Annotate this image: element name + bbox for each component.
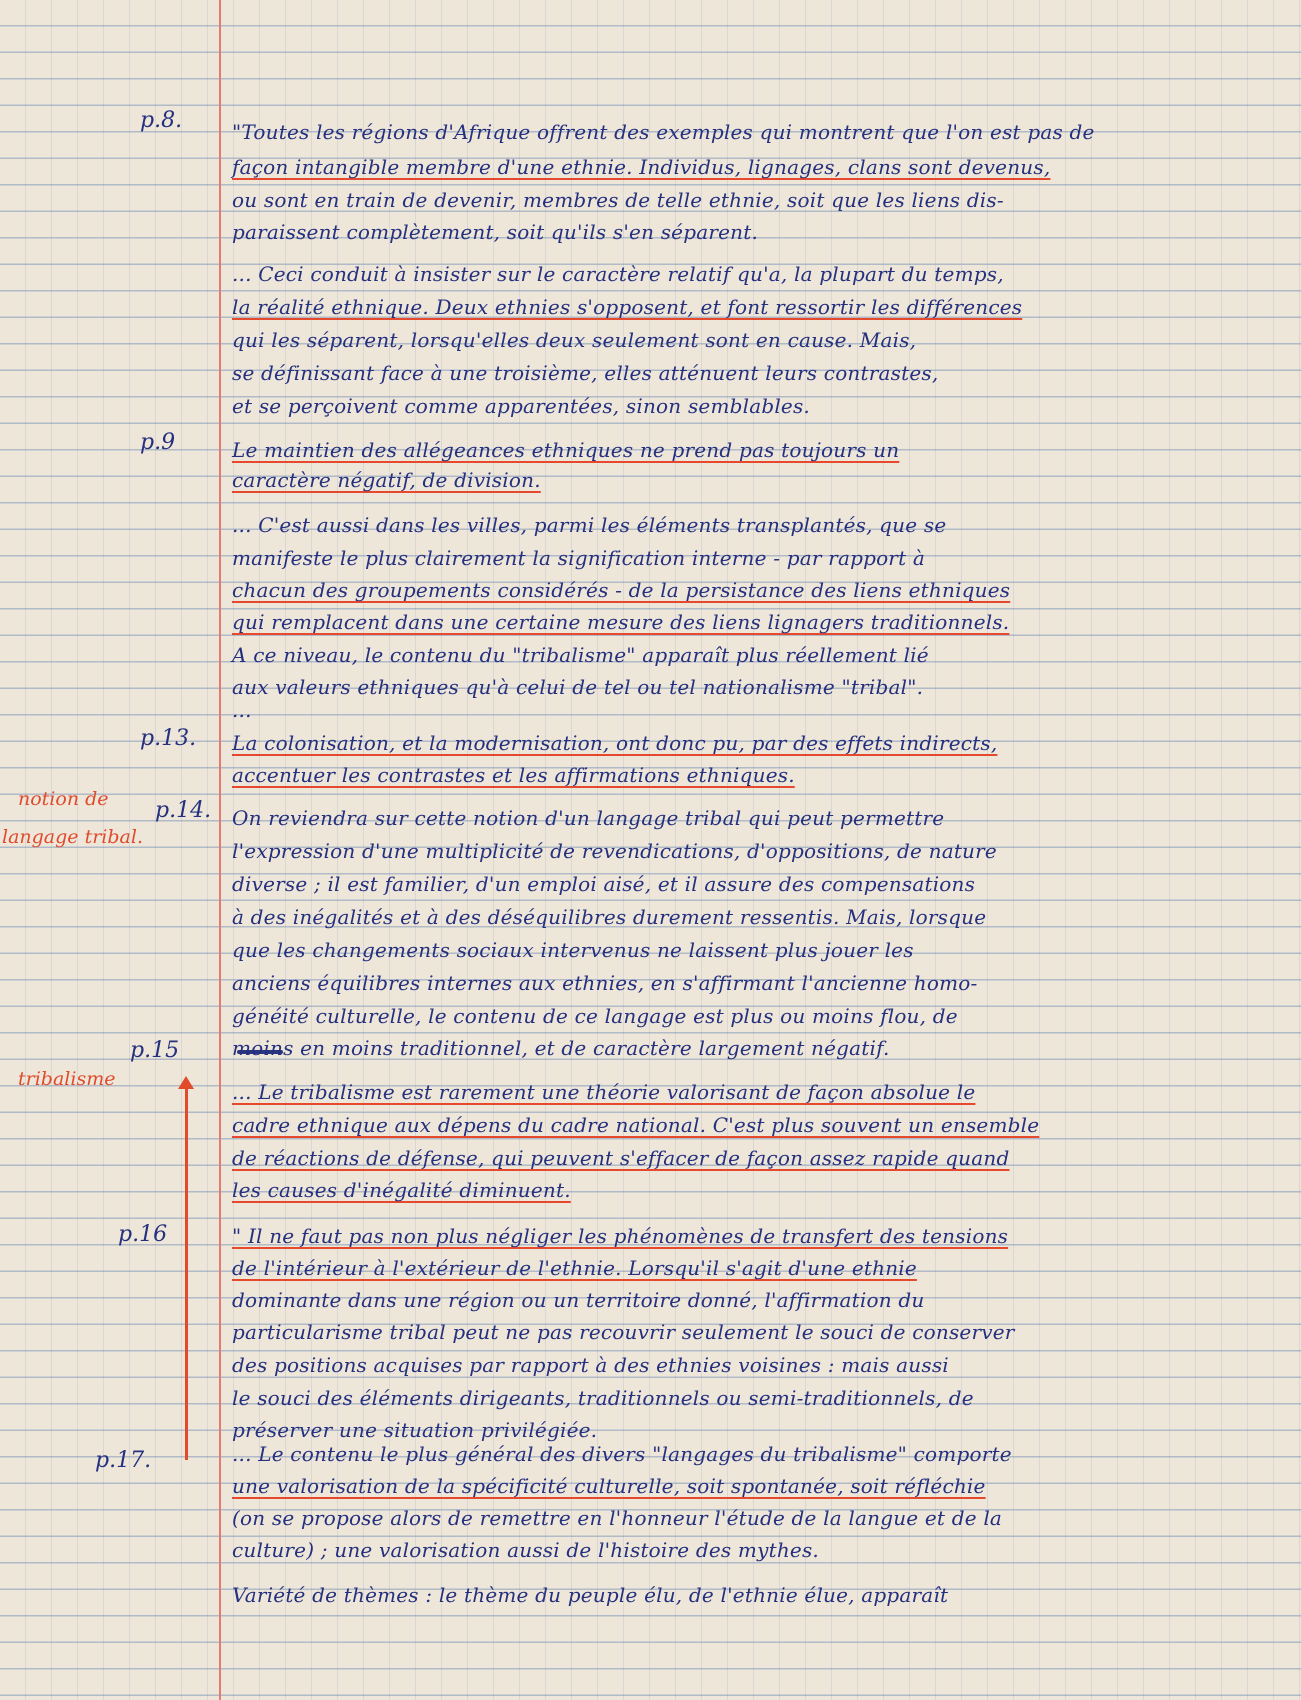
text-line: diverse ; il est familier, d'un emploi aisé, et il assure des compensations — [232, 872, 976, 896]
text-line: préserver une situation privilégiée. — [232, 1418, 598, 1442]
text-line: le souci des éléments dirigeants, traditionnels ou semi-traditionnels, de — [232, 1386, 974, 1410]
text-line: dominante dans une région ou un territoire donné, l'affirmation du — [232, 1288, 925, 1312]
text-line: culture) ; une valorisation aussi de l'histoire des mythes. — [232, 1538, 819, 1562]
text-line: caractère négatif, de division. — [232, 468, 541, 492]
text-line: de réactions de défense, qui peuvent s'effacer de façon assez rapide quand — [232, 1146, 1010, 1170]
text-line: la réalité ethnique. Deux ethnies s'opposent, et font ressortir les différences — [232, 295, 1023, 319]
text-line: des positions acquises par rapport à des ethnies voisines : mais aussi — [232, 1353, 949, 1377]
margin-note: langage tribal. — [2, 826, 143, 848]
text-line: aux valeurs ethniques qu'à celui de tel ou tel nationalisme "tribal". — [232, 675, 924, 699]
text-line: anciens équilibres internes aux ethnies, en s'affirmant l'ancienne homo- — [232, 971, 978, 995]
text-line: ... Ceci conduit à insister sur le caractère relatif qu'a, la plupart du temps, — [232, 262, 1004, 286]
text-line: ... Le contenu le plus général des divers "langages du tribalisme" comporte — [232, 1442, 1012, 1466]
margin-bracket — [185, 1086, 188, 1460]
text-line: accentuer les contrastes et les affirmations ethniques. — [232, 763, 795, 787]
text-line: Variété de thèmes : le thème du peuple élu, de l'ethnie élue, apparaît — [232, 1583, 949, 1607]
page-ref: p.13. — [140, 726, 197, 751]
page-ref: p.9 — [140, 430, 176, 455]
text-line: les causes d'inégalité diminuent. — [232, 1178, 571, 1202]
text-line: et se perçoivent comme apparentées, sinon semblables. — [232, 394, 810, 418]
page-ref: p.17. — [95, 1448, 152, 1473]
text-line: cadre ethnique aux dépens du cadre national. C'est plus souvent un ensemble — [232, 1113, 1040, 1137]
text-line: A ce niveau, le contenu du "tribalisme" apparaît plus réellement lié — [232, 643, 929, 667]
text-line: façon intangible membre d'une ethnie. Individus, lignages, clans sont devenus, — [232, 155, 1051, 179]
text-line: moins en moins traditionnel, et de caractère largement négatif. — [232, 1036, 890, 1060]
text-line: que les changements sociaux intervenus ne laissent plus jouer les — [232, 938, 914, 962]
text-line: ... — [232, 698, 252, 722]
text-line: (on se propose alors de remettre en l'honneur l'étude de la langue et de la — [232, 1506, 1003, 1530]
text-line: généité culturelle, le contenu de ce langage est plus ou moins flou, de — [232, 1004, 958, 1028]
text-line: qui remplacent dans une certaine mesure des liens lignagers traditionnels. — [232, 610, 1010, 634]
page-ref: p.8. — [140, 108, 183, 133]
page-ref: p.15 — [130, 1038, 180, 1063]
text-line: paraissent complètement, soit qu'ils s'en séparent. — [232, 220, 759, 244]
text-line: chacun des groupements considérés - de la persistance des liens ethniques — [232, 578, 1011, 602]
text-line: " Il ne faut pas non plus négliger les phénomènes de transfert des tensions — [232, 1224, 1009, 1248]
text-line: de l'intérieur à l'extérieur de l'ethnie. Lorsqu'il s'agit d'une ethnie — [232, 1256, 917, 1280]
text-line: se définissant face à une troisième, elles atténuent leurs contrastes, — [232, 361, 939, 385]
margin-note: notion de — [18, 788, 109, 810]
page-ref: p.16 — [118, 1222, 168, 1247]
text-line: ... C'est aussi dans les villes, parmi les éléments transplantés, que se — [232, 513, 947, 537]
text-line: ... Le tribalisme est rarement une théorie valorisant de façon absolue le — [232, 1080, 976, 1104]
text-line: une valorisation de la spécificité culturelle, soit spontanée, soit réfléchie — [232, 1474, 986, 1498]
text-line: l'expression d'une multiplicité de revendications, d'oppositions, de nature — [232, 839, 997, 863]
margin-rule — [219, 0, 221, 1700]
text-line: qui les séparent, lorsqu'elles deux seulement sont en cause. Mais, — [232, 328, 917, 352]
text-line: manifeste le plus clairement la signification interne - par rapport à — [232, 546, 925, 570]
text-line: à des inégalités et à des déséquilibres durement ressentis. Mais, lorsque — [232, 905, 987, 929]
text-line: "Toutes les régions d'Afrique offrent des exemples qui montrent que l'on est pas de — [232, 120, 1095, 144]
margin-note: tribalisme — [18, 1068, 116, 1090]
text-line: ou sont en train de devenir, membres de telle ethnie, soit que les liens dis- — [232, 188, 1004, 212]
text-line: La colonisation, et la modernisation, ont donc pu, par des effets indirects, — [232, 731, 998, 755]
text-line: Le maintien des allégeances ethniques ne prend pas toujours un — [232, 438, 900, 462]
text-line: On reviendra sur cette notion d'un langage tribal qui peut permettre — [232, 806, 945, 830]
page-ref: p.14. — [155, 798, 212, 823]
text-line: particularisme tribal peut ne pas recouvrir seulement le souci de conserver — [232, 1320, 1015, 1344]
